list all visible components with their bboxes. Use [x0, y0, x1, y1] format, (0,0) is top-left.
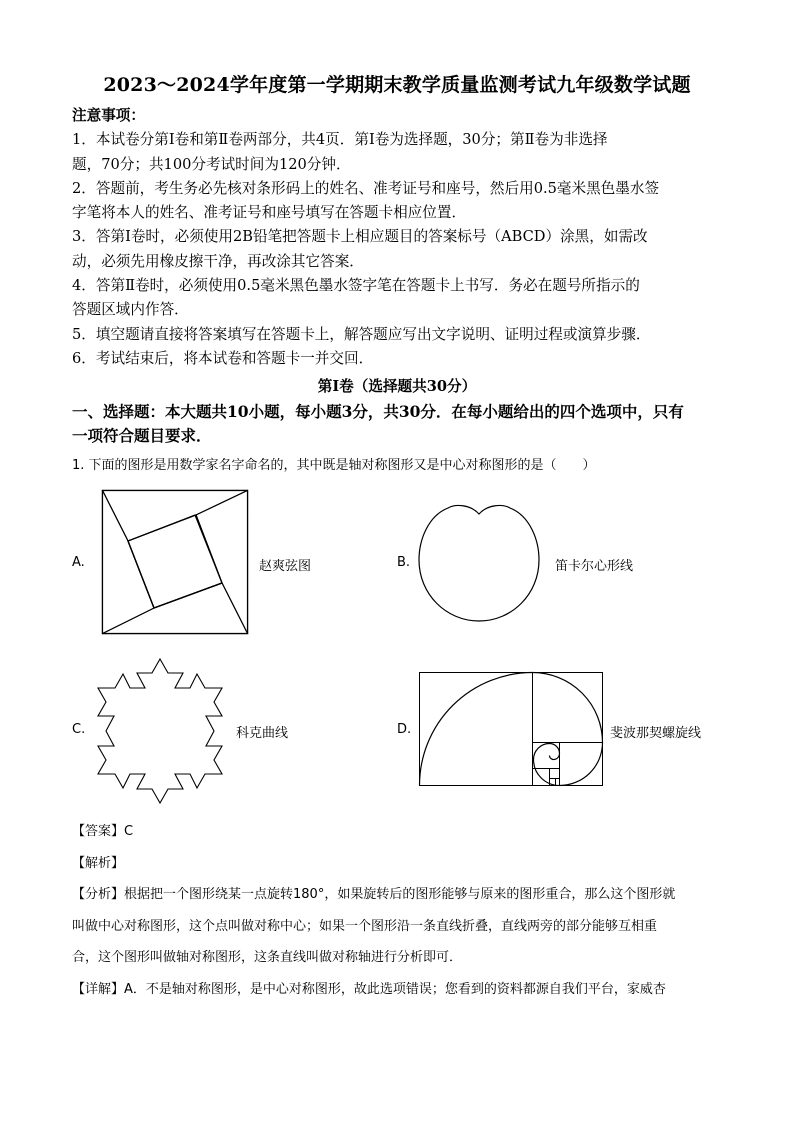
notes-line: 1．本试卷分第Ⅰ卷和第Ⅱ卷两部分，共4页．第Ⅰ卷为选择题，30分；第Ⅱ卷为非选择	[72, 131, 608, 149]
cardioid-curve	[418, 500, 540, 622]
answer-line	[72, 820, 133, 839]
notes-line: 6．考试结束后，将本试卷和答题卡一并交回．	[72, 349, 374, 367]
analysis-label: 【解析】	[72, 856, 125, 871]
fibonacci-spiral	[419, 672, 603, 786]
page-title: 2023～2024学年度第一学期期末教学质量监测考试九年级数学试题	[103, 74, 691, 96]
notes-line: 4．答第Ⅱ卷时，必须使用0.5毫米黑色墨水签字笔在答题卡上书写．务必在题号所指示的	[72, 277, 640, 295]
part-heading-line: 一项符合题目要求．	[72, 426, 212, 445]
zhao-shuang-figure	[102, 490, 248, 634]
notes-line: 字笔将本人的姓名、准考证号和座号填写在答题卡相应位置．	[72, 204, 467, 222]
option-b-name: 笛卡尔心形线	[555, 559, 634, 574]
part-heading-line: 一、选择题：本大题共10小题，每小题3分，共30分．在每小题给出的四个选项中，只有	[72, 402, 684, 421]
question-stem: 1. 下面的图形是用数学家名字命名的，其中既是轴对称图形又是中心对称图形的是（ ）	[72, 458, 596, 473]
notes-line: 动，必须先用橡皮擦干净，再改涂其它答案．	[72, 252, 364, 270]
notes-line: 5．填空题请直接将答案填写在答题卡上，解答题应写出文字说明、证明过程或演算步骤．	[72, 325, 651, 343]
notes-heading: 注意事项：	[72, 107, 145, 124]
analysis-paragraph	[72, 974, 732, 1006]
analysis-line: 叫做中心对称图形，这个点叫做对称中心；如果一个图形沿一条直线折叠，直线两旁的部分能够互相重	[72, 918, 658, 934]
notes-line: 答题区域内作答．	[72, 301, 189, 319]
section-title: 第Ⅰ卷（选择题共30分）	[317, 378, 477, 395]
notes-line: 3．答第Ⅰ卷时，必须使用2B铅笔把答题卡上相应题目的答案标号（ABCD）涂黑，如需改	[72, 228, 648, 246]
option-b-letter: B.	[397, 555, 411, 570]
xiangjie-label: 【详解】	[72, 981, 125, 997]
analysis-line: 合，这个图形叫做轴对称图形，这条直线叫做对称轴进行分析即可．	[72, 950, 463, 965]
option-a-name: 赵爽弦图	[259, 559, 312, 574]
notes-line: 2．答题前，考生务必先核对条形码上的姓名、准考证号和座号，然后用0.5毫米黑色墨水签	[72, 179, 660, 197]
analysis-body	[72, 879, 732, 1005]
koch-snowflake	[92, 655, 228, 807]
analysis-paragraph	[72, 879, 732, 911]
fenxi-text: 根据把一个图形绕某一点旋转180°，如果旋转后的图形能够与原来的图形重合，那么这个图形就	[124, 887, 676, 902]
part-heading	[72, 400, 732, 448]
option-d-letter: D.	[397, 722, 412, 737]
koch-snowflake-outline	[98, 659, 222, 803]
option-a-letter: A.	[72, 555, 85, 570]
answer-value: C	[124, 824, 134, 839]
option-c-name: 科克曲线	[236, 726, 289, 741]
option-c-letter: C.	[72, 722, 86, 737]
option-d-name: 斐波那契螺旋线	[610, 726, 702, 741]
notes-section	[72, 104, 732, 371]
answer-label: 【答案】	[72, 824, 125, 839]
xiangjie-text: A．不是轴对称图形，是中心对称图形，故此选项错误；您看到的资料都源自我们平台，家威杏	[124, 981, 666, 997]
notes-line: 题，70分；共100分考试时间为120分钟．	[72, 155, 351, 173]
fenxi-label: 【分析】	[72, 887, 125, 902]
